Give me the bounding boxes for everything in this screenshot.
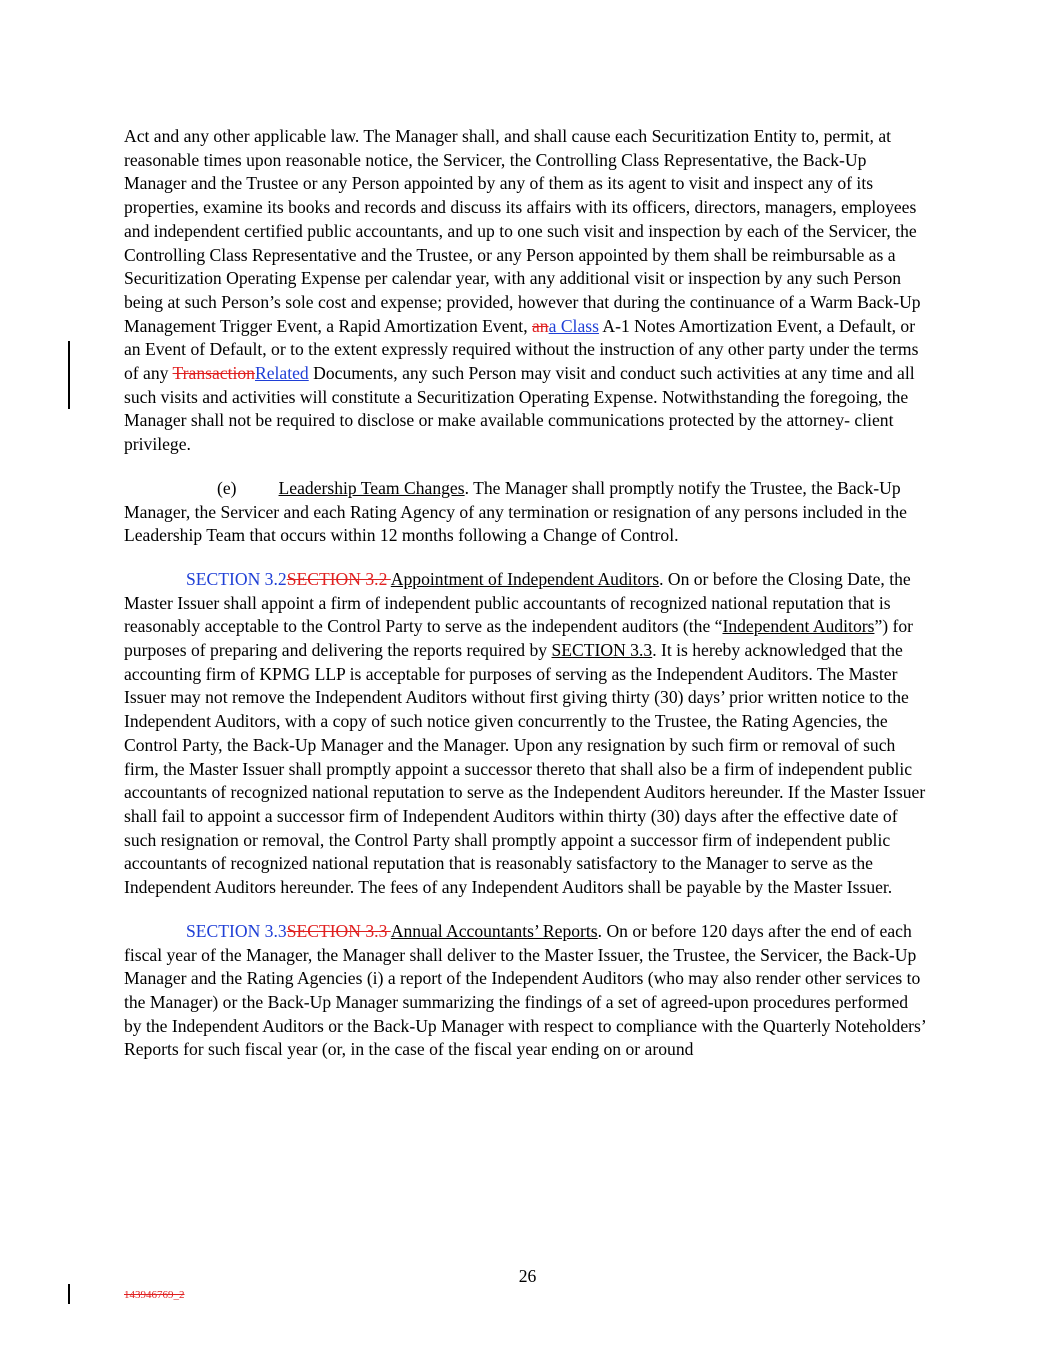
section-heading: Appointment of Independent Auditors (390, 568, 660, 589)
defined-term: Independent Auditors (722, 616, 875, 637)
document-id: 143946769_2 (124, 1289, 185, 1301)
page-number: 26 (518, 1266, 537, 1286)
paragraph-text: . The Manager shall promptly notify the Trustee, the Back-Up Manager, the Servicer and each Rating Agency of any termination or resignation of any persons included in the Leadership Team that occurs within 12 months following a Change of Control. (124, 477, 907, 546)
paragraph-leadership-team-changes (124, 477, 930, 548)
paragraph-text: Act and any other applicable law. The Manager shall, and shall cause each Securitization Entity to, permit, at reasonable times upon reasonable notice, the Servicer, the Controlling Class Representative, the Back-Up Manager and the Trustee or any Person appointed by any of them as its agent to visit and inspect any of its properties, examine its books and records and discuss its affairs with its officers, directors, managers, employees and independent certified public accountants, and up to one such visit and inspection by each of the Servicer, the Controlling Class Representative and the Trustee, or any Person appointed by them shall be reimbursable as a Securitization Operating Expense per calendar year, with any additional visit or inspection by any such Person being at such Person’s sole cost and expense; provided, however that during the continuance of a Warm Back-Up Management Trigger Event, a Rapid Amortization Event, (124, 126, 921, 336)
paragraph-text: ”) for purposes of preparing and delivering the reports required by (124, 616, 914, 661)
section-3-2 (124, 568, 930, 900)
section-heading: Annual Accountants’ Reports (390, 920, 598, 941)
paragraph-text: . On or before the Closing Date, the Master Issuer shall appoint a firm of independent public accountants of recognized national reputation that is reasonably acceptable to the Control Party to serve as the independent auditors (the “ (124, 568, 911, 637)
deleted-text: an (532, 315, 549, 336)
section-3-3 (124, 920, 930, 1062)
section-number-inserted: SECTION 3.3 (186, 920, 287, 941)
paragraph-text: . On or before 120 days after the end of each fiscal year of the Manager, the Manager shall deliver to the Master Issuer, the Trustee, the Servicer, the Back-Up Manager and the Rating Agencies (i) a report of the Independent Auditors (who may also render other services to the Manager) or the Back-Up Manager summarizing the findings of a set of agreed-upon procedures performed by the Independent Auditors or the Back-Up Manager with respect to compliance with the Quarterly Noteholders’ Reports for such fiscal year (or, in the case of the fiscal year ending on or around (124, 920, 926, 1060)
section-number-deleted: SECTION 3.2 (286, 568, 391, 589)
section-number-inserted: SECTION 3.2 (186, 568, 287, 589)
cross-reference: SECTION 3.3 (551, 640, 653, 661)
subsection-heading: Leadership Team Changes (278, 477, 465, 498)
subsection-label: (e) (217, 477, 237, 498)
inserted-text: a Class (548, 315, 599, 336)
deleted-text: Transaction (172, 363, 255, 384)
paragraph-text: A-1 Notes Amortization Event, a Default, or an Event of Default, or to the extent expressly required without the instruction of any other party under the terms of any (124, 315, 919, 384)
section-number-deleted: SECTION 3.3 (286, 920, 391, 941)
paragraph-text: Documents, any such Person may visit and conduct such activities at any time and all such visits and activities will constitute a Securitization Operating Expense. Notwithstanding the foregoing, the Manager shall not be required to disclose or make available communications protected by the attorney- client privilege. (124, 363, 915, 455)
change-bar (68, 341, 70, 409)
paragraph-inspection-rights (124, 125, 930, 457)
document-body (124, 125, 930, 1082)
inserted-text: Related (254, 363, 309, 384)
paragraph-text: . It is hereby acknowledged that the accounting firm of KPMG LLP is acceptable for purposes of serving as the Independent Auditors. The Master Issuer may not remove the Independent Auditors without first giving thirty (30) days’ prior written notice to the Independent Auditors, with a copy of such notice given concurrently to the Trustee, the Rating Agencies, the Control Party, the Back-Up Manager and the Manager. Upon any resignation by such firm or removal of such firm, the Master Issuer shall promptly appoint a successor thereto that shall also be a firm of independent public accountants of recognized national reputation to serve as the Independent Auditors hereunder. If the Master Issuer shall fail to appoint a successor firm of Independent Auditors within thirty (30) days after the effective date of such resignation or removal, the Control Party shall promptly appoint a successor firm of independent public accountants of recognized national reputation that is reasonably satisfactory to the Manager to serve as the Independent Auditors hereunder. The fees of any Independent Auditors shall be payable by the Master Issuer. (124, 640, 926, 898)
footer-change-bar (68, 1284, 70, 1304)
